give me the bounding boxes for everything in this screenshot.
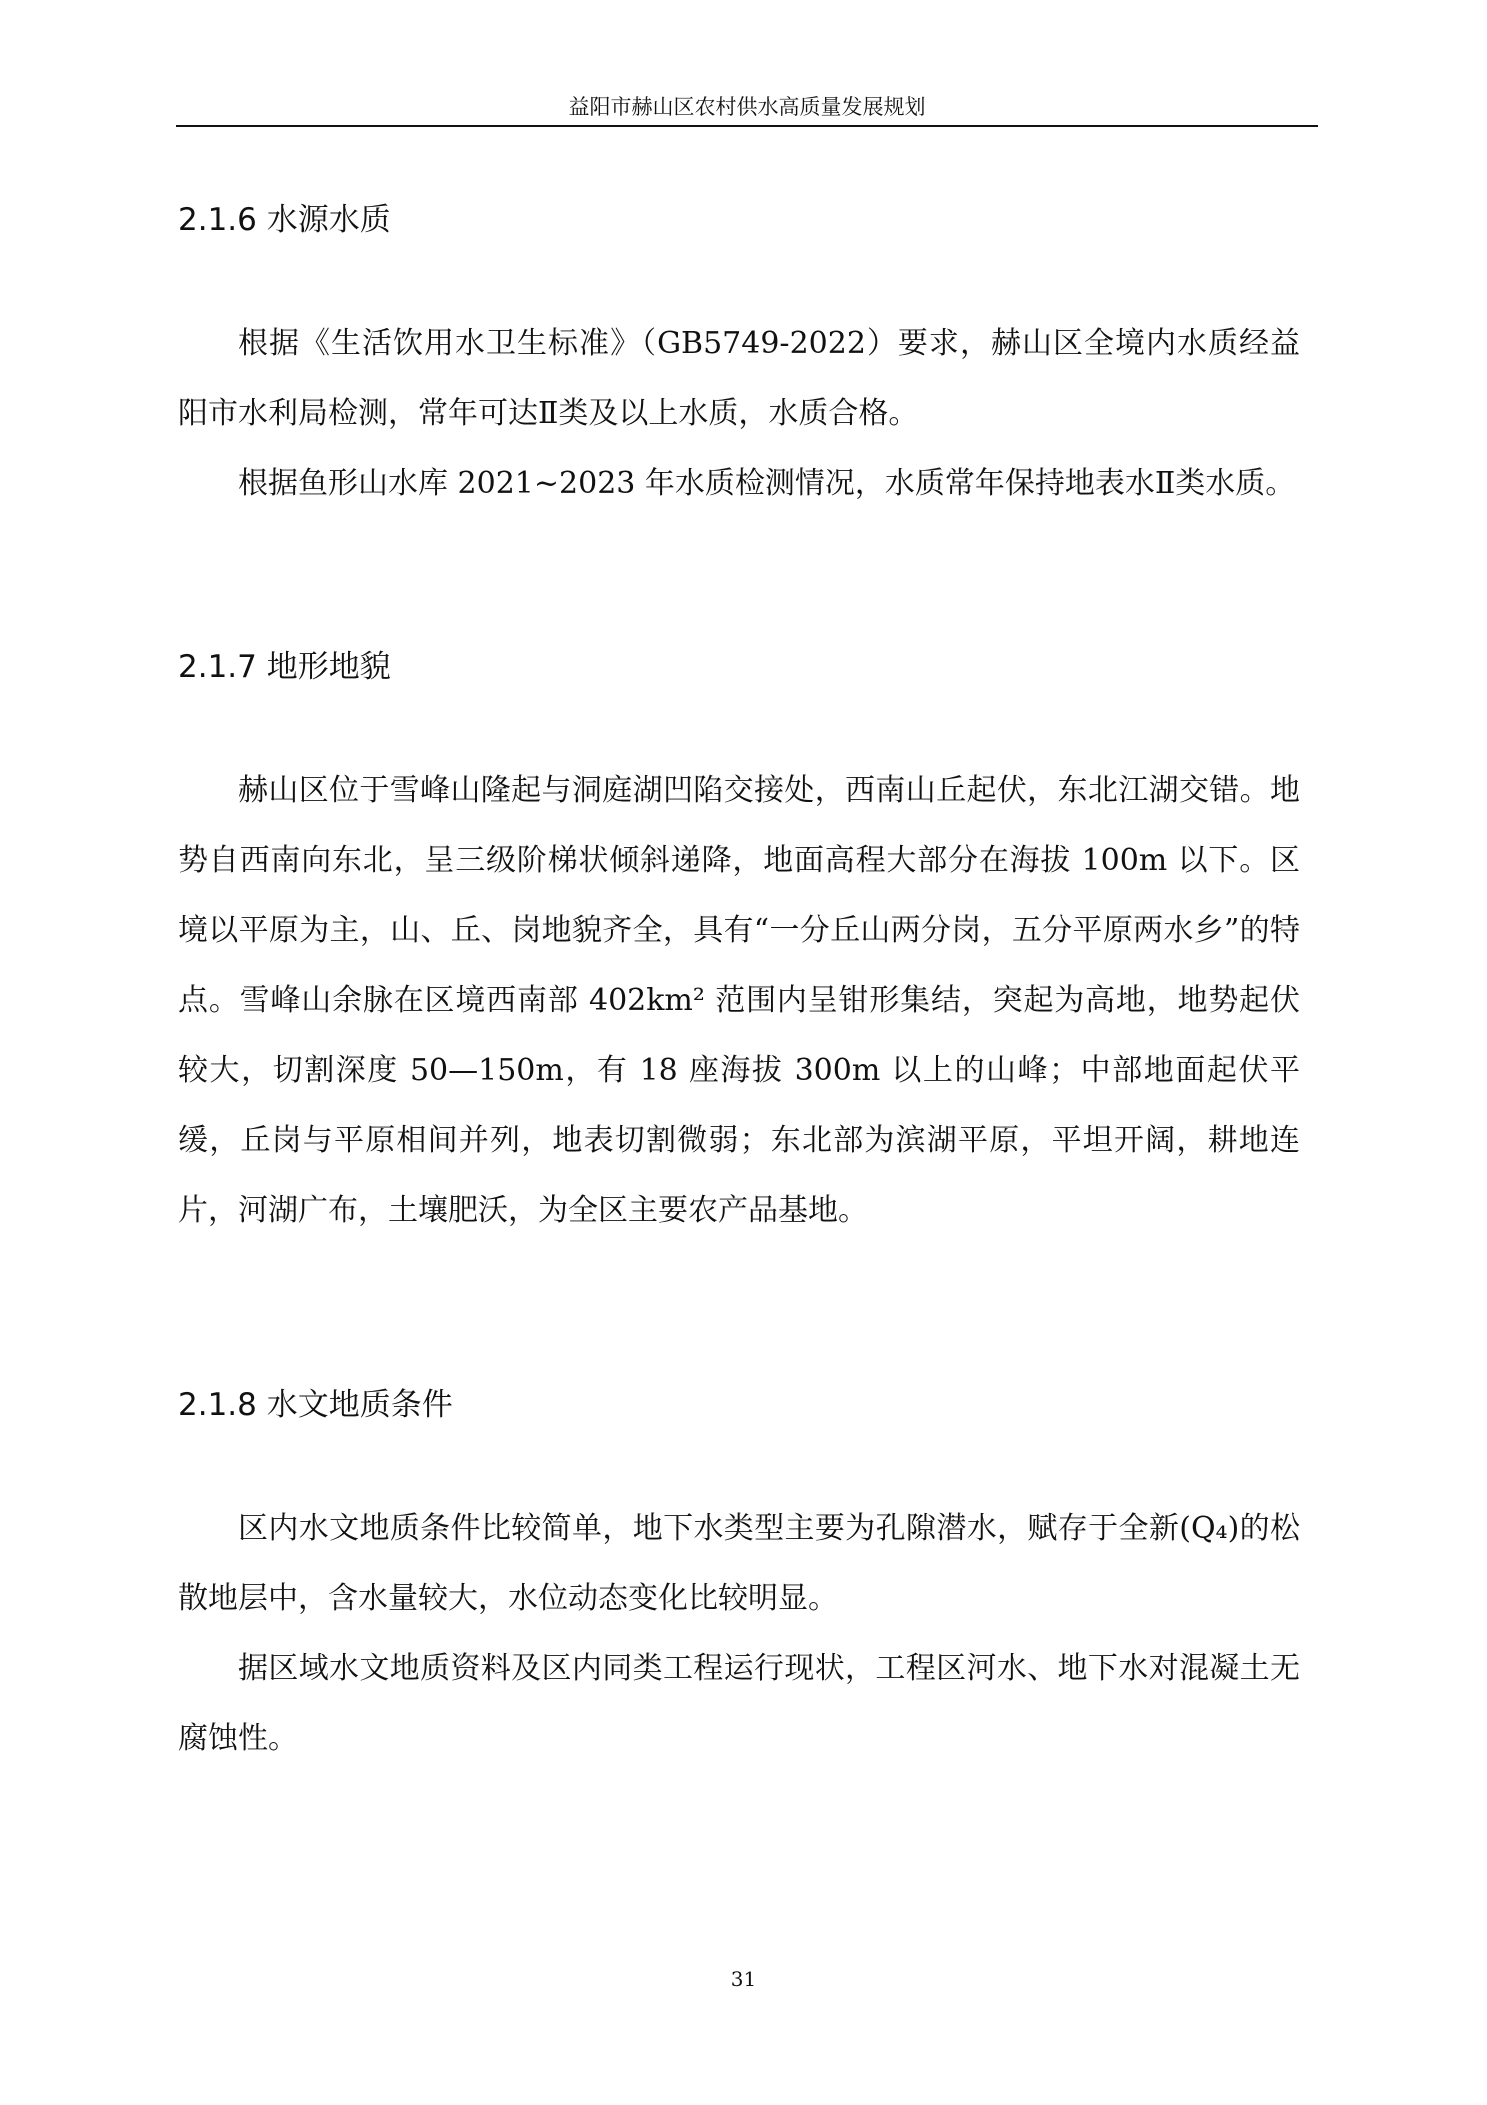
section-heading-2-1-8: 2.1.8 水文地质条件 (178, 1387, 453, 1423)
section-heading-2-1-6: 2.1.6 水源水质 (178, 202, 391, 238)
paragraph-water-standard: 根据《生活饮用水卫生标准》（GB5749-2022）要求，赫山区全境内水质经益阳市水利局检测，常年可达Ⅱ类及以上水质，水质合格。 (178, 326, 1300, 431)
paragraph-corrosion: 据区域水文地质资料及区内同类工程运行现状，工程区河水、地下水对混凝土无腐蚀性。 (178, 1651, 1300, 1756)
header-rule (176, 125, 1318, 127)
running-header: 益阳市赫山区农村供水高质量发展规划 (568, 95, 926, 119)
paragraph-groundwater: 区内水文地质条件比较简单，地下水类型主要为孔隙潜水，赋存于全新(Q₄)的松散地层中，含水量较大，水位动态变化比较明显。 (178, 1511, 1300, 1616)
section-heading-2-1-7: 2.1.7 地形地貌 (178, 649, 391, 685)
paragraph-reservoir-quality: 根据鱼形山水库 2021~2023 年水质检测情况，水质常年保持地表水Ⅱ类水质。 (238, 466, 1296, 501)
paragraph-terrain: 赫山区位于雪峰山隆起与洞庭湖凹陷交接处，西南山丘起伏，东北江湖交错。地势自西南向东北，呈三级阶梯状倾斜递降，地面高程大部分在海拔 100m 以下。区境以平原为主，山、丘、岗地貌齐全，具有“一分丘山两分岗，五分平原两水乡”的特点。雪峰山余脉在区境西南部 402km² 范围内呈钳形集结，突起为高地，地势起伏较大，切割深度 50—150m，有 18 座海拔 300m 以上的山峰；中部地面起伏平缓，丘岗与平原相间并列，地表切割微弱；东北部为滨湖平原，平坦开阔，耕地连片，河湖广布，土壤肥沃，为全区主要农产品基地。 (178, 773, 1300, 1228)
page-number: 31 (730, 1967, 757, 1991)
